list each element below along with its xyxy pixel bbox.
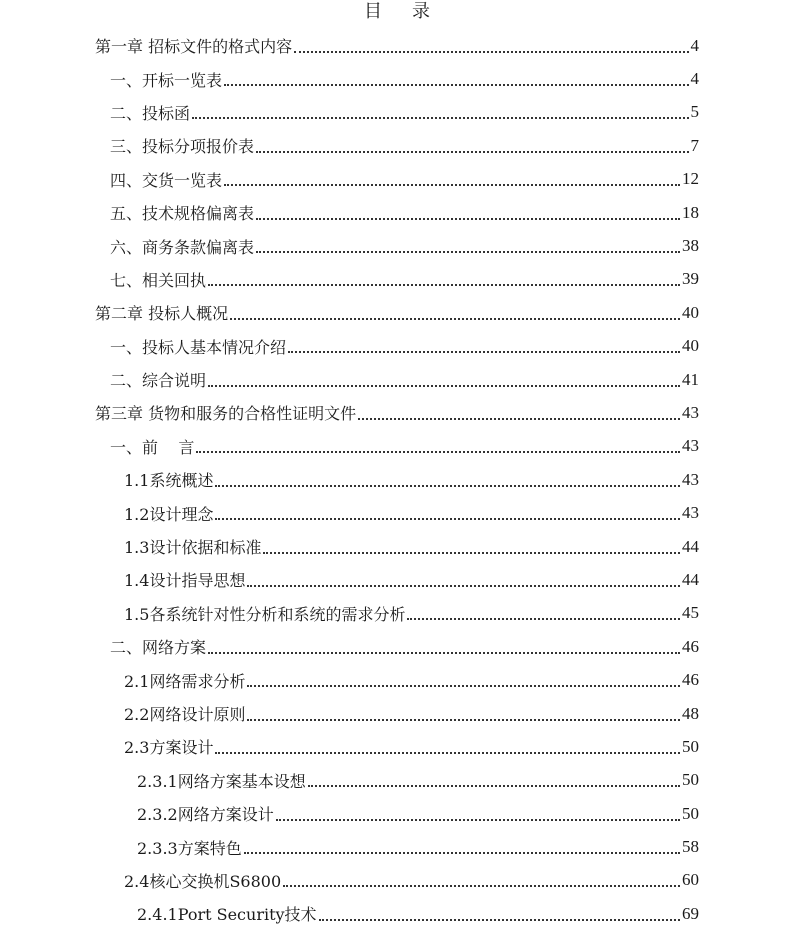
toc-entry-label: 2.3.1网络方案基本设想 [137,771,306,791]
toc-entry[interactable] [0,196,794,229]
toc-entry-page-number: 48 [682,703,699,723]
dot-leader [276,819,680,821]
toc-entry-page-number: 43 [682,469,699,489]
toc-entry-page-number: 44 [682,569,699,589]
toc-entry-label: 二、投标函 [110,103,191,123]
toc-entry-label: 2.3方案设计 [124,738,214,758]
dot-leader [283,885,680,887]
toc-entry[interactable] [0,29,794,62]
toc-entry-page-number: 18 [682,202,699,222]
dot-leader [247,685,680,687]
toc-entry-page-number: 39 [682,269,699,289]
dot-leader [196,451,680,453]
toc-entry-label: 1.2设计理念 [124,504,214,524]
toc-entry-label: 六、商务条款偏离表 [110,237,255,257]
toc-entry[interactable] [0,129,794,162]
dot-leader [247,585,680,587]
toc-entry-page-number: 46 [682,670,699,690]
dot-leader [256,151,688,153]
toc-entry-label: 五、技术规格偏离表 [110,204,255,224]
toc-entry[interactable] [0,897,794,930]
dot-leader [247,719,680,721]
toc-entry[interactable] [0,62,794,95]
toc-entry-label: 一、前 言 [110,437,195,457]
toc-entry[interactable] [0,663,794,696]
toc-entry[interactable] [0,96,794,129]
table-of-contents [0,29,794,931]
toc-entry-label: 2.2网络设计原则 [124,705,246,724]
dot-leader [288,351,680,353]
toc-entry[interactable] [0,163,794,196]
toc-entry-label: 2.4.1Port Security技术 [137,905,317,925]
toc-entry[interactable] [0,563,794,596]
toc-entry-page-number: 4 [690,69,699,89]
toc-entry-page-number: 69 [682,903,699,923]
toc-entry[interactable] [0,263,794,296]
dot-leader [294,51,688,53]
toc-entry-label: 二、综合说明 [110,371,207,391]
toc-entry[interactable] [0,463,794,496]
toc-entry[interactable] [0,296,794,329]
dot-leader [407,618,680,620]
toc-entry-label: 1.4设计指导思想 [124,571,246,591]
dot-leader [192,117,688,119]
toc-entry-label: 2.3.2网络方案设计 [137,805,274,825]
toc-entry-page-number: 4 [690,35,699,55]
dot-leader [230,318,680,320]
toc-entry-label: 2.3.3方案特色 [137,838,242,858]
toc-entry-label: 第三章 货物和服务的合格性证明文件 [95,404,357,424]
dot-leader [319,919,680,921]
toc-entry[interactable] [0,830,794,863]
toc-entry-page-number: 41 [682,369,699,389]
toc-entry-page-number: 50 [682,803,699,823]
dot-leader [358,418,680,420]
toc-entry-page-number: 5 [690,102,699,122]
toc-entry[interactable] [0,630,794,663]
toc-entry[interactable] [0,330,794,363]
toc-entry[interactable] [0,496,794,529]
dot-leader [308,785,680,787]
toc-entry[interactable] [0,730,794,763]
toc-entry-page-number: 43 [682,402,699,422]
toc-entry[interactable] [0,697,794,730]
toc-entry[interactable] [0,396,794,429]
toc-entry-label: 1.5各系统针对性分析和系统的需求分析 [124,604,406,624]
toc-entry-page-number: 60 [682,870,699,890]
dot-leader [215,485,680,487]
toc-entry-label: 1.3设计依据和标准 [124,538,262,558]
toc-entry-page-number: 50 [682,770,699,790]
toc-entry-page-number: 46 [682,636,699,656]
dot-leader [208,652,680,654]
toc-entry-label: 第一章 招标文件的格式内容 [95,37,293,57]
toc-entry[interactable] [0,864,794,897]
toc-entry-label: 四、交货一览表 [110,170,223,190]
toc-entry-label: 二、网络方案 [110,638,207,658]
toc-entry[interactable] [0,530,794,563]
toc-entry-label: 一、投标人基本情况介绍 [110,337,287,357]
toc-title: 目录 [364,1,460,22]
toc-entry[interactable] [0,597,794,630]
toc-entry[interactable] [0,430,794,463]
dot-leader [244,852,680,854]
toc-entry-page-number: 7 [690,135,699,155]
toc-entry-page-number: 44 [682,536,699,556]
toc-entry-page-number: 45 [682,603,699,623]
toc-entry-label: 2.4核心交换机S6800 [124,871,282,891]
toc-entry-label: 第二章 投标人概况 [95,304,229,324]
toc-entry-page-number: 40 [682,336,699,356]
toc-entry[interactable] [0,797,794,830]
toc-entry[interactable] [0,363,794,396]
toc-entry-page-number: 40 [682,302,699,322]
dot-leader [215,752,680,754]
toc-entry-label: 三、投标分项报价表 [110,137,255,157]
dot-leader [208,284,680,286]
toc-entry-label: 七、相关回执 [110,270,207,290]
toc-entry-page-number: 43 [682,436,699,456]
toc-entry-label: 1.1系统概述 [124,471,214,491]
toc-entry-label: 2.1网络需求分析 [124,671,246,691]
toc-entry-page-number: 50 [682,736,699,756]
toc-entry-page-number: 43 [682,503,699,523]
dot-leader [256,251,680,253]
toc-entry-label: 一、开标一览表 [110,70,223,90]
toc-entry[interactable] [0,229,794,262]
dot-leader [263,552,680,554]
dot-leader [224,184,680,186]
toc-entry-page-number: 58 [682,837,699,857]
toc-entry-page-number: 38 [682,236,699,256]
dot-leader [224,84,688,86]
dot-leader [215,518,680,520]
dot-leader [208,385,680,387]
toc-entry[interactable] [0,764,794,797]
dot-leader [256,218,680,220]
toc-entry-page-number: 12 [682,169,699,189]
